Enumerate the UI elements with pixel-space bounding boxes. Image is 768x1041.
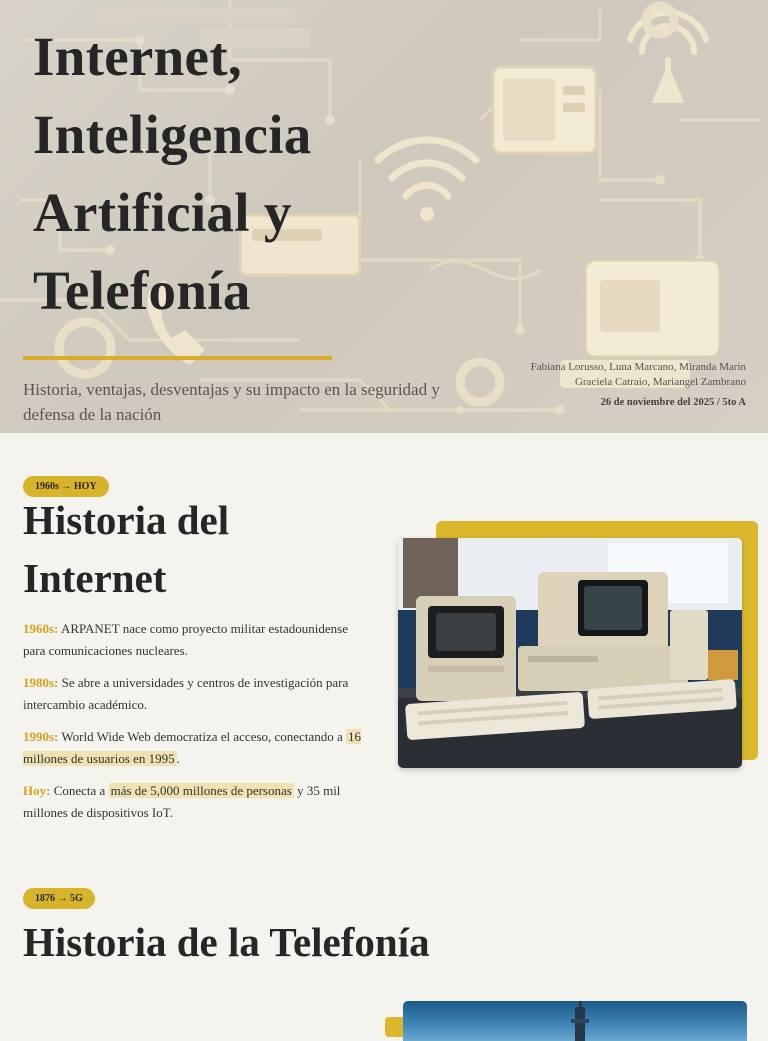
timeline-text: ARPANET nace como proyecto militar estadounidense para comunicaciones nucleares.	[23, 621, 348, 658]
authors-line: Graciela Catraio, Mariangel Zambrano	[574, 376, 746, 388]
timeline-text: y 35 mil millones de dispositivos IoT.	[23, 783, 341, 820]
title-underline	[23, 356, 332, 360]
timeline-year: 1980s:	[23, 675, 59, 690]
timeline-year: 1960s:	[23, 621, 59, 636]
timeline-text: World Wide Web democratiza el acceso, conectando a	[61, 729, 343, 744]
timeline-item	[23, 618, 373, 662]
section-title-telephony: Historia de la Telefonía	[23, 919, 430, 965]
antenna-tower-illustration	[403, 1001, 747, 1041]
highlight-stat: 16 millones de usuarios en 1995	[23, 729, 361, 766]
title-line: Telefonía	[33, 260, 251, 321]
title-line: Internet,	[33, 26, 242, 87]
vintage-computers-photo	[398, 538, 742, 768]
wifi-icon	[378, 140, 476, 221]
page-subtitle: Historia, ventajas, desventajas y su impacto en la seguridad y defensa de la nación	[23, 380, 440, 424]
timeline-item	[23, 780, 373, 824]
page-title	[33, 18, 312, 330]
radio-icon	[493, 67, 596, 153]
timeline-item	[23, 672, 373, 716]
highlight-stat: más de 5,000 millones de personas	[110, 783, 292, 798]
timeline-year: Hoy:	[23, 783, 51, 798]
presentation-date: 26 de noviembre del 2025 / 5to A	[600, 397, 746, 408]
timeline-year: 1990s:	[23, 729, 59, 744]
timeline-text: Conecta a	[53, 783, 106, 798]
timeline-text: .	[176, 751, 180, 766]
era-badge: 1960s → HOY	[23, 476, 109, 497]
vintage-computers-illustration	[398, 538, 742, 768]
title-line: Inteligencia	[33, 104, 312, 165]
timeline-text: Se abre a universidades y centros de investigación para intercambio académico.	[23, 675, 349, 712]
section-title-internet: Historia del Internet	[23, 497, 230, 601]
title-line: Artificial y	[33, 182, 292, 243]
hero-banner	[0, 0, 768, 433]
authors	[486, 360, 746, 390]
authors-line: Fabiana Lorusso, Luna Marcano, Miranda Marin	[530, 361, 746, 373]
timeline-item	[23, 726, 373, 770]
telephony-photo	[403, 1001, 747, 1041]
era-badge: 1876 → 5G	[23, 888, 95, 909]
internet-timeline	[23, 618, 373, 834]
